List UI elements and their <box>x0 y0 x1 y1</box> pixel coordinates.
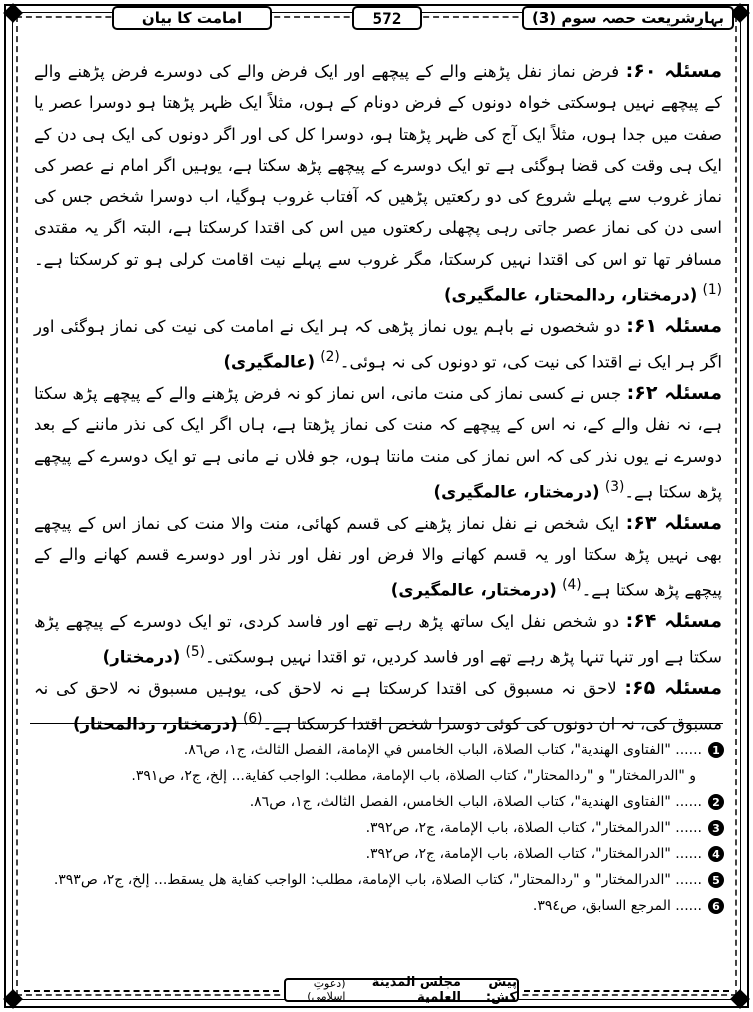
footnote-1-continued <box>34 763 724 789</box>
publisher-note: (دعوتِ اسلامی) <box>307 977 346 1003</box>
book-title: بہارِشریعت حصہ سوم (3) <box>522 6 734 30</box>
footnote-number-badge: 2 <box>708 794 724 810</box>
footnote-3 <box>34 815 724 841</box>
footnote-divider <box>30 723 723 724</box>
footnote-marker: (6) <box>243 711 263 728</box>
masala-reference: (درمختار، عالمگیری) <box>433 482 600 502</box>
footnote-number-badge: 5 <box>708 872 724 888</box>
masala-label: مسئلہ ۶۲: <box>626 381 723 404</box>
masala-60 <box>34 56 722 311</box>
footnote-5 <box>34 867 724 893</box>
masala-reference: (عالمگیری) <box>223 352 316 372</box>
footnote-6 <box>34 893 724 919</box>
presenter-label: پیش کش: <box>485 975 517 1005</box>
footnote-text: ...... "الدرالمختار"، كتاب الصلاة، باب الإمامة، ج٢، ص٣٩٢. <box>365 846 702 862</box>
footnote-2 <box>34 789 724 815</box>
masala-reference: (درمختار، ردالمحتار) <box>72 714 238 734</box>
footnote-number-badge: 1 <box>708 742 724 758</box>
page-footer <box>24 975 729 1005</box>
footnote-marker: (4) <box>562 577 582 594</box>
masala-62 <box>34 378 722 508</box>
masala-reference: (درمختار) <box>102 647 181 667</box>
page-number: 572 <box>352 6 422 30</box>
page-header <box>22 6 732 32</box>
masala-label: مسئلہ ۶۴: <box>625 610 723 633</box>
footnote-number-badge: 3 <box>708 820 724 836</box>
masala-text: لاحق نہ مسبوق کی اقتدا کرسکتا ہے نہ لاحق کی، یوہیں مسبوق نہ لاحق کی نہ مسبوق کی، نہ ان دونوں کی کوئی دوسرا شخص اقتدا کرسکتا ہے۔ <box>34 679 722 734</box>
footnotes <box>34 737 724 919</box>
footnote-number-badge: 4 <box>708 846 724 862</box>
footer-rule <box>24 990 279 992</box>
footnote-marker: (2) <box>320 349 340 366</box>
masala-text: جس نے کسی نماز کی منت مانی، اس نماز کو نہ فرض پڑھنے والے کے پیچھے پڑھ سکتا ہے، نہ نفل والے کے، نہ اس کے پیچھے کہ منت کی نماز پڑھتا ہے، ہاں اگر ایک کی نذر ماننے کے بعد دوسرے نے یوں نذر کی کہ اس نماز کی منت مانتا ہوں، جو فلاں نے مانی ہے تو ایک دوسرے کے پیچھے پڑھ سکتا ہے۔ <box>34 383 722 502</box>
footnote-marker: (1) <box>702 282 722 299</box>
masala-reference: (درمختار، ردالمحتار، عالمگیری) <box>443 285 698 305</box>
footer-rule <box>524 990 729 992</box>
footnote-4 <box>34 841 724 867</box>
masala-63 <box>34 508 722 606</box>
footnote-marker: (3) <box>604 478 625 495</box>
masala-label: مسئلہ ۶۵: <box>624 677 723 700</box>
masala-label: مسئلہ ۶۰: <box>625 60 723 82</box>
masala-label: مسئلہ ۶۳: <box>625 511 722 534</box>
masala-61 <box>34 311 722 378</box>
masala-65 <box>34 673 722 740</box>
footnote-text: ...... "الدرالمختار" و "ردالمحتار"، كتاب الصلاة، باب الإمامة، مطلب: الواجب كفاية هل يسقط... إلخ، ج٢، ص٣٩٣. <box>53 872 702 888</box>
footnote-text: و "الدرالمختار" و "ردالمحتار"، كتاب الصلاة، باب الإمامة، مطلب: الواجب كفاية... إلخ، ج٢، ص٣٩١. <box>131 768 696 784</box>
masala-label: مسئلہ ۶۱: <box>626 314 722 337</box>
footnote-text: ...... "الدرالمختار"، كتاب الصلاة، باب الإمامة، ج٢، ص٣٩٢. <box>365 820 702 836</box>
publisher-name: مجلس المدينة العلمية <box>371 975 461 1005</box>
publisher-box <box>284 975 519 1005</box>
main-text <box>34 56 722 740</box>
footnote-text: ...... المرجع السابق، ص٣٩٤. <box>532 898 702 914</box>
chapter-title: امامت کا بیان <box>112 6 272 30</box>
footnote-number-badge: 6 <box>708 898 724 914</box>
masala-text: دو شخصوں نے باہم یوں نماز پڑھی کہ ہر ایک نے امامت کی نیت کی نماز ہوگئی اور اگر ہر ایک نے اقتدا کی نیت کی، تو دونوں کی نہ ہوئی۔ <box>34 316 722 372</box>
footnote-1 <box>34 737 724 763</box>
masala-text: فرض نماز نفل پڑھنے والے کے پیچھے اور ایک فرض والے کی دوسرے فرض پڑھنے والے کے پیچھے نہیں ہوسکتی خواہ دونوں کے فرض دونام کے ہوں، مثلاً ایک ظہر پڑھتا ہو دوسرا عصر یا صفت میں جدا ہوں، مثلاً ایک آج کی ظہر پڑھتا ہو، دوسرا کل کی اور اگر دونوں کی ایک ہی دن کے ایک ہی وقت کی قضا ہوگئی ہے تو ایک دوسرے کے پیچھے پڑھ سکتا ہے، یوہیں اگر امام نے عصر کی نماز غروب سے پہلے شروع کی دو رکعتیں پڑھیں کہ آفتاب غروب ہوگیا، اب دوسرا شخص جس کی اسی دن کی نماز عصر جاتی رہی پچھلی رکعتوں میں اس کی اقتدا کرسکتا ہے، البتہ اگر یہ مقتدی مسافر تھا تو اس کی اقتدا نہیں کرسکتا، مگر غروب سے پہلے نیت اقامت کرلی ہو تو کرسکتا ہے۔ <box>34 62 722 269</box>
footnote-marker: (5) <box>185 644 205 661</box>
footnote-text: ...... "الفتاوى الهندية"، كتاب الصلاة، الباب الخامس، الفصل الثالث، ج١، ص٨٦. <box>249 794 702 810</box>
masala-text: دو شخص نفل ایک ساتھ پڑھ رہے تھے اور فاسد کردی، تو ایک دوسرے کے پیچھے پڑھ سکتا ہے اور تنہا تنہا پڑھ رہے تھے اور فاسد کردیں، تو اقتدا نہیں ہوسکتی۔ <box>34 612 722 667</box>
masala-reference: (درمختار، عالمگیری) <box>390 580 557 600</box>
masala-text: ایک شخص نے نفل نماز پڑھنے کی قسم کھائی، منت والا منت کی نماز اس کے پیچھے بھی نہیں پڑھ سکتا اور یہ قسم کھانے والا فرض اور نفل اور نذر اور دوسرے قسم کھانے والے کے پیچھے پڑھ سکتا ہے۔ <box>34 513 722 600</box>
masala-64 <box>34 606 722 673</box>
footnote-text: ...... "الفتاوى الهندية"، كتاب الصلاة، الباب الخامس في الإمامة، الفصل الثالث، ج١، ص٨٦. <box>183 742 702 758</box>
